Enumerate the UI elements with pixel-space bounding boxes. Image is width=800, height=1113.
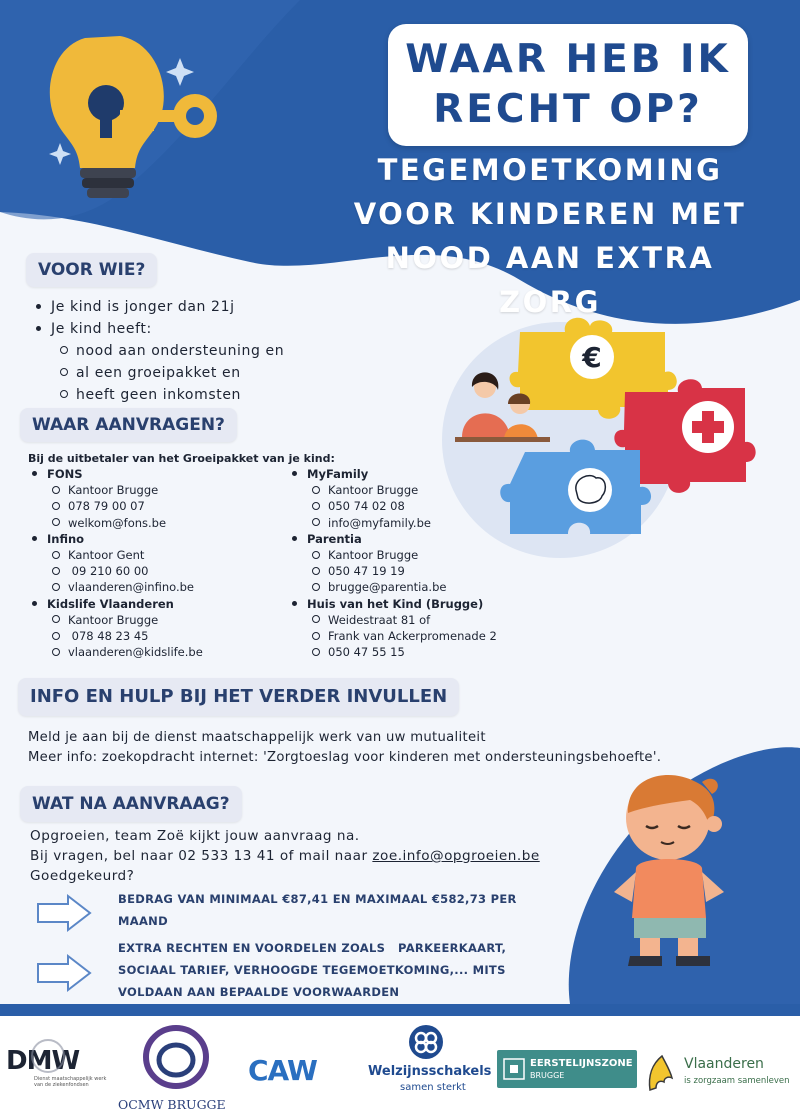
email-link[interactable]: brugge@parentia.be [328, 580, 447, 595]
vlaanderen-label: Vlaanderen [684, 1056, 764, 1072]
arrow-right-icon [34, 952, 94, 994]
list-item: Kidslife Vlaanderen [32, 596, 287, 612]
heading-wat-na-aanvraag: WAT NA AANVRAAG? [20, 786, 242, 822]
list-subitem: nood aan ondersteuning en [36, 340, 284, 362]
lightbulb-key-icon [40, 28, 230, 213]
list-item: Infino [32, 531, 287, 547]
uitbetaler-list-left: FONS Kantoor Brugge 078 79 00 07 welkom@fons.be Infino Kantoor Gent 09 210 60 00 vlaanderen@infino.be Kidslife Vlaanderen Kantoor Brugge 078 48 23 45 vlaanderen@kidslife.be [32, 466, 287, 660]
voor-wie-list [36, 296, 284, 406]
list-subitem: heeft geen inkomsten [36, 384, 284, 406]
welzijnsschakels-label: Welzijnsschakels [368, 1064, 492, 1079]
na-line-1: Opgroeien, team Zoë kijkt jouw aanvraag na. [30, 828, 360, 844]
list-item: Je kind heeft: [36, 318, 284, 340]
subtitle-line-3: NOOD AAN EXTRA ZORG [385, 241, 715, 319]
caw-logo: CAW [248, 1054, 317, 1087]
dmw-circle-icon [28, 1036, 68, 1076]
uitbetaler-list-right: MyFamily Kantoor Brugge 050 74 02 08 info@myfamily.be Parentia Kantoor Brugge 050 47 19 19 brugge@parentia.be Huis van het Kind (Brugge) Weidestraat 81 of Frank van Ackerpromenade 2 050 47 55 15 [292, 466, 562, 660]
waar-intro: Bij de uitbetaler van het Groeipakket van je kind: [28, 452, 335, 465]
email-link[interactable]: vlaanderen@infino.be [68, 580, 194, 595]
heading-waar-aanvragen: WAAR AANVRAGEN? [20, 408, 237, 442]
info-line-1: Meld je aan bij de dienst maatschappelijk werk van uw mutualiteit [28, 730, 486, 745]
welzijnsschakels-logo-icon [408, 1024, 444, 1060]
child-illustration [606, 768, 736, 970]
grid-icon [502, 1057, 526, 1081]
subtitle-line-1: TEGEMOETKOMING [377, 153, 723, 187]
euro-symbol: € [582, 341, 602, 374]
list-item: Huis van het Kind (Brugge) [292, 596, 562, 612]
benefit-1: BEDRAG VAN MINIMAAL €87,41 EN MAXIMAAL €582,73 PER MAAND [118, 892, 517, 928]
subtitle [330, 148, 770, 324]
info-line-2: Meer info: zoekopdracht internet: 'Zorgtoeslag voor kinderen met ondersteuningsbehoefte'. [28, 750, 662, 765]
list-subitem: al een groeipakket en [36, 362, 284, 384]
benefit-2: EXTRA RECHTEN EN VOORDELEN ZOALS PARKEERKAART, SOCIAAL TARIEF, VERHOOGDE TEGEMOETKOMING,... MITS VOLDAAN AAN BEPAALDE VOORWAARDEN [118, 941, 507, 999]
footer-logos [0, 1016, 800, 1113]
title-box [388, 24, 748, 146]
vlaanderen-sub: is zorgzaam samenleven [684, 1076, 790, 1086]
email-link[interactable]: info@myfamily.be [328, 515, 431, 530]
email-link[interactable]: zoe.info@opgroeien.be [372, 848, 540, 864]
list-item: MyFamily [292, 466, 562, 482]
na-line-3: Goedgekeurd? [30, 868, 135, 884]
email-link[interactable]: vlaanderen@kidslife.be [68, 645, 203, 660]
vlaanderen-lion-icon [644, 1052, 676, 1092]
ocmw-logo-icon [140, 1024, 212, 1090]
list-item: Parentia [292, 531, 562, 547]
subtitle-line-2: VOOR KINDEREN MET [353, 197, 747, 231]
ocmw-label: OCMW BRUGGE [118, 1097, 226, 1112]
na-line-2: Bij vragen, bel naar 02 533 13 41 of mail naar zoe.info@opgroeien.be [30, 848, 540, 864]
eerstelijnszone-logo: EERSTELIJNSZONE BRUGGE [497, 1050, 637, 1088]
heading-info-hulp: INFO EN HULP BIJ HET VERDER INVULLEN [18, 678, 459, 716]
footer-bar [0, 1004, 800, 1016]
list-item: Je kind is jonger dan 21j [36, 296, 284, 318]
list-item: FONS [32, 466, 287, 482]
heading-voor-wie: VOOR WIE? [26, 253, 157, 287]
email-link[interactable]: welkom@fons.be [68, 515, 167, 530]
dmw-logo: DMW Dienst maatschappelijk werk van de ziekenfondsen [6, 1046, 107, 1088]
title-line-1: WAAR HEB IK [405, 37, 731, 82]
title-line-2: RECHT OP? [433, 87, 703, 132]
welzijnsschakels-sub: samen sterkt [400, 1082, 466, 1093]
arrow-right-icon [34, 892, 94, 934]
